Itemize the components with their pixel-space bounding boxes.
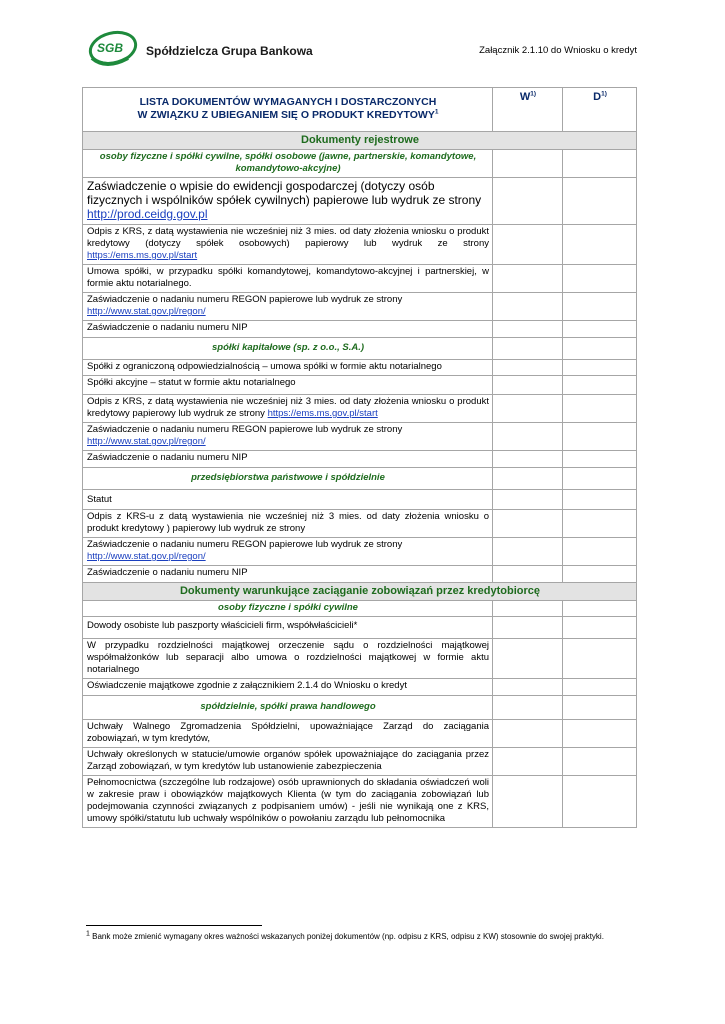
check-w[interactable] — [493, 360, 563, 376]
table-row — [83, 225, 637, 265]
check-w[interactable] — [493, 395, 563, 423]
document-cell: Uchwały Walnego Zgromadzenia Spółdzielni, upoważniające Zarząd do zaciągania zobowiązań, w tym kredytów, — [83, 720, 493, 748]
check-d[interactable] — [563, 617, 637, 639]
group-header: osoby fizyczne i spółki cywilne — [83, 601, 637, 617]
sgb-logo — [86, 28, 138, 68]
ceidg-link[interactable]: http://prod.ceidg.gov.pl — [87, 207, 208, 221]
document-cell: Uchwały określonych w statucie/umowie organów spółek upoważniające do zaciągania przez Zarząd zobowiązań, w tym kredytów lub ustanowienie zabezpieczenia — [83, 748, 493, 776]
document-cell: Odpis z KRS-u z datą wystawienia nie wcześniej niż 3 mies. od daty złożenia wniosku o produkt kredytowy ) papierowy lub wydruk ze strony — [83, 510, 493, 538]
document-cell: Oświadczenie majątkowe zgodnie z załącznikiem 2.1.4 do Wniosku o kredyt — [83, 679, 493, 696]
check-d[interactable] — [563, 265, 637, 293]
regon-link[interactable]: http://www.stat.gov.pl/regon/ — [87, 436, 206, 447]
table-row — [83, 265, 637, 293]
table-row — [83, 360, 637, 376]
column-d-header: $D^{1)}$ — [563, 88, 637, 132]
table-row — [83, 566, 637, 583]
group-header: przedsiębiorstwa państwowe i spółdzielnie — [83, 468, 637, 490]
check-w[interactable] — [493, 321, 563, 338]
document-cell: Dowody osobiste lub paszporty właścicieli firm, współwłaścicieli* — [83, 617, 493, 639]
check-w[interactable] — [493, 720, 563, 748]
table-row — [83, 321, 637, 338]
check-d[interactable] — [563, 360, 637, 376]
check-w[interactable] — [493, 293, 563, 321]
document-cell: Zaświadczenie o nadaniu numeru NIP — [83, 321, 493, 338]
regon-link[interactable]: http://www.stat.gov.pl/regon/ — [87, 306, 206, 317]
check-w[interactable] — [493, 617, 563, 639]
table-row — [83, 293, 637, 321]
section-header: Dokumenty warunkujące zaciąganie zobowiązań przez kredytobiorcę — [83, 583, 637, 601]
document-cell: Zaświadczenie o nadaniu numeru NIP — [83, 451, 493, 468]
table-row — [83, 451, 637, 468]
document-cell: Statut — [83, 490, 493, 510]
check-d[interactable] — [563, 395, 637, 423]
check-d[interactable] — [563, 451, 637, 468]
table-row — [83, 538, 637, 566]
check-d[interactable] — [563, 748, 637, 776]
check-d[interactable] — [563, 293, 637, 321]
check-d[interactable] — [563, 720, 637, 748]
document-cell: W przypadku rozdzielności majątkowej orzeczenie sądu o rozdzielności majątkowej współmałżonków lub separacji albo umowa o rozdzielności majątkowej w formie aktu notarialnego — [83, 639, 493, 679]
group-header: spółdzielnie, spółki prawa handlowego — [83, 696, 637, 720]
ems-link[interactable]: https://ems.ms.gov.pl/start — [87, 250, 198, 261]
document-cell: Zaświadczenie o nadaniu numeru REGON papierowe lub wydruk ze strony http://www.stat.gov.pl/regon/ — [83, 423, 493, 451]
footnote-text: Bank może zmienić wymagany okres ważności wskazanych poniżej dokumentów (np. odpisu z KRS, odpisu z KW) stosownie do swojej praktyki. — [92, 932, 604, 941]
brand-name: Spółdzielcza Grupa Bankowa — [146, 44, 313, 58]
check-w[interactable] — [493, 451, 563, 468]
document-cell: Odpis z KRS, z datą wystawienia nie wcześniej niż 3 mies. od daty złożenia wniosku o produkt kredytowy papierowy lub wydruk ze strony https://ems.ms.gov.pl/start — [83, 395, 493, 423]
check-w[interactable] — [493, 538, 563, 566]
document-cell: Zaświadczenie o wpisie do ewidencji gospodarczej (dotyczy osób fizycznych i wspólników spółek cywilnych) papierowe lub wydruk ze strony http://prod.ceidg.gov.pl — [83, 178, 493, 225]
check-w[interactable] — [493, 639, 563, 679]
document-cell: Zaświadczenie o nadaniu numeru NIP — [83, 566, 493, 583]
check-d[interactable] — [563, 639, 637, 679]
regon-link[interactable]: http://www.stat.gov.pl/regon/ — [87, 551, 206, 562]
check-d[interactable] — [563, 538, 637, 566]
check-w[interactable] — [493, 776, 563, 828]
table-row — [83, 748, 637, 776]
table-row — [83, 423, 637, 451]
document-cell: Pełnomocnictwa (szczególne lub rodzajowe) osób uprawnionych do składania oświadczeń woli w zakresie praw i obowiązków majątkowych Klienta (w tym do zaciągania zobowiązań lub podejmowania czynności związanych z podpisaniem umów) - jeśli nie wynikają one z KRS, umowy spółki/statutu lub uchwały wspólników o powołaniu zarządu lub pełnomocnika — [83, 776, 493, 828]
table-row — [83, 776, 637, 828]
logo-text: SGB — [97, 41, 124, 55]
page-header — [86, 28, 641, 72]
section-header: Dokumenty rejestrowe — [83, 132, 637, 150]
column-w-header: $W^{1)}$ — [493, 88, 563, 132]
document-cell: Odpis z KRS, z datą wystawienia nie wcześniej niż 3 mies. od daty złożenia wniosku o produkt kredytowy (dotyczy spółek osobowych) papierowy lub wydruk ze strony https://ems.ms.gov.pl/start — [83, 225, 493, 265]
check-d[interactable] — [563, 376, 637, 395]
check-d[interactable] — [563, 490, 637, 510]
ems-link[interactable]: https://ems.ms.gov.pl/start — [267, 408, 378, 419]
check-d[interactable] — [563, 510, 637, 538]
check-d[interactable] — [563, 566, 637, 583]
check-d[interactable] — [563, 679, 637, 696]
table-row — [83, 178, 637, 225]
check-d[interactable] — [563, 321, 637, 338]
document-cell: Zaświadczenie o nadaniu numeru REGON papierowe lub wydruk ze strony http://www.stat.gov.pl/regon/ — [83, 538, 493, 566]
check-w[interactable] — [493, 265, 563, 293]
table-row — [83, 490, 637, 510]
documents-table — [82, 87, 637, 828]
document-cell: Umowa spółki, w przypadku spółki komandytowej, komandytowo-akcyjnej i partnerskiej, w formie aktu notarialnego. — [83, 265, 493, 293]
group-header: spółki kapitałowe (sp. z o.o., S.A.) — [83, 338, 637, 360]
table-row — [83, 395, 637, 423]
table-row — [83, 679, 637, 696]
check-d[interactable] — [563, 225, 637, 265]
table-row — [83, 617, 637, 639]
table-title: LISTA DOKUMENTÓW WYMAGANYCH I DOSTARCZONYCH W ZWIĄZKU Z UBIEGANIEM SIĘ O PRODUKT KREDYTOWY$^1$ — [83, 88, 493, 132]
check-w[interactable] — [493, 225, 563, 265]
check-w[interactable] — [493, 510, 563, 538]
document-cell: Spółki akcyjne – statut w formie aktu notarialnego — [83, 376, 493, 395]
table-row — [83, 510, 637, 538]
footnote — [86, 931, 646, 943]
document-cell: Zaświadczenie o nadaniu numeru REGON papierowe lub wydruk ze strony http://www.stat.gov.pl/regon/ — [83, 293, 493, 321]
check-d[interactable] — [563, 776, 637, 828]
check-d[interactable] — [563, 178, 637, 225]
table-row — [83, 376, 637, 395]
check-w[interactable] — [493, 178, 563, 225]
check-w[interactable] — [493, 566, 563, 583]
check-w[interactable] — [493, 376, 563, 395]
check-d[interactable] — [563, 423, 637, 451]
document-cell: Spółki z ograniczoną odpowiedzialnością – umowa spółki w formie aktu notarialnego — [83, 360, 493, 376]
check-w[interactable] — [493, 490, 563, 510]
check-w[interactable] — [493, 423, 563, 451]
annex-label: Załącznik 2.1.10 do Wniosku o kredyt — [479, 45, 637, 56]
check-w[interactable] — [493, 679, 563, 696]
table-row — [83, 639, 637, 679]
table-header-row — [83, 88, 637, 132]
table-row — [83, 720, 637, 748]
footnote-divider — [86, 925, 262, 926]
footnote-marker: 1 — [86, 930, 90, 938]
group-header: osoby fizyczne i spółki cywilne, spółki osobowe (jawne, partnerskie, komandytowe, komandytowo-akcyjne) — [83, 150, 637, 178]
check-w[interactable] — [493, 748, 563, 776]
